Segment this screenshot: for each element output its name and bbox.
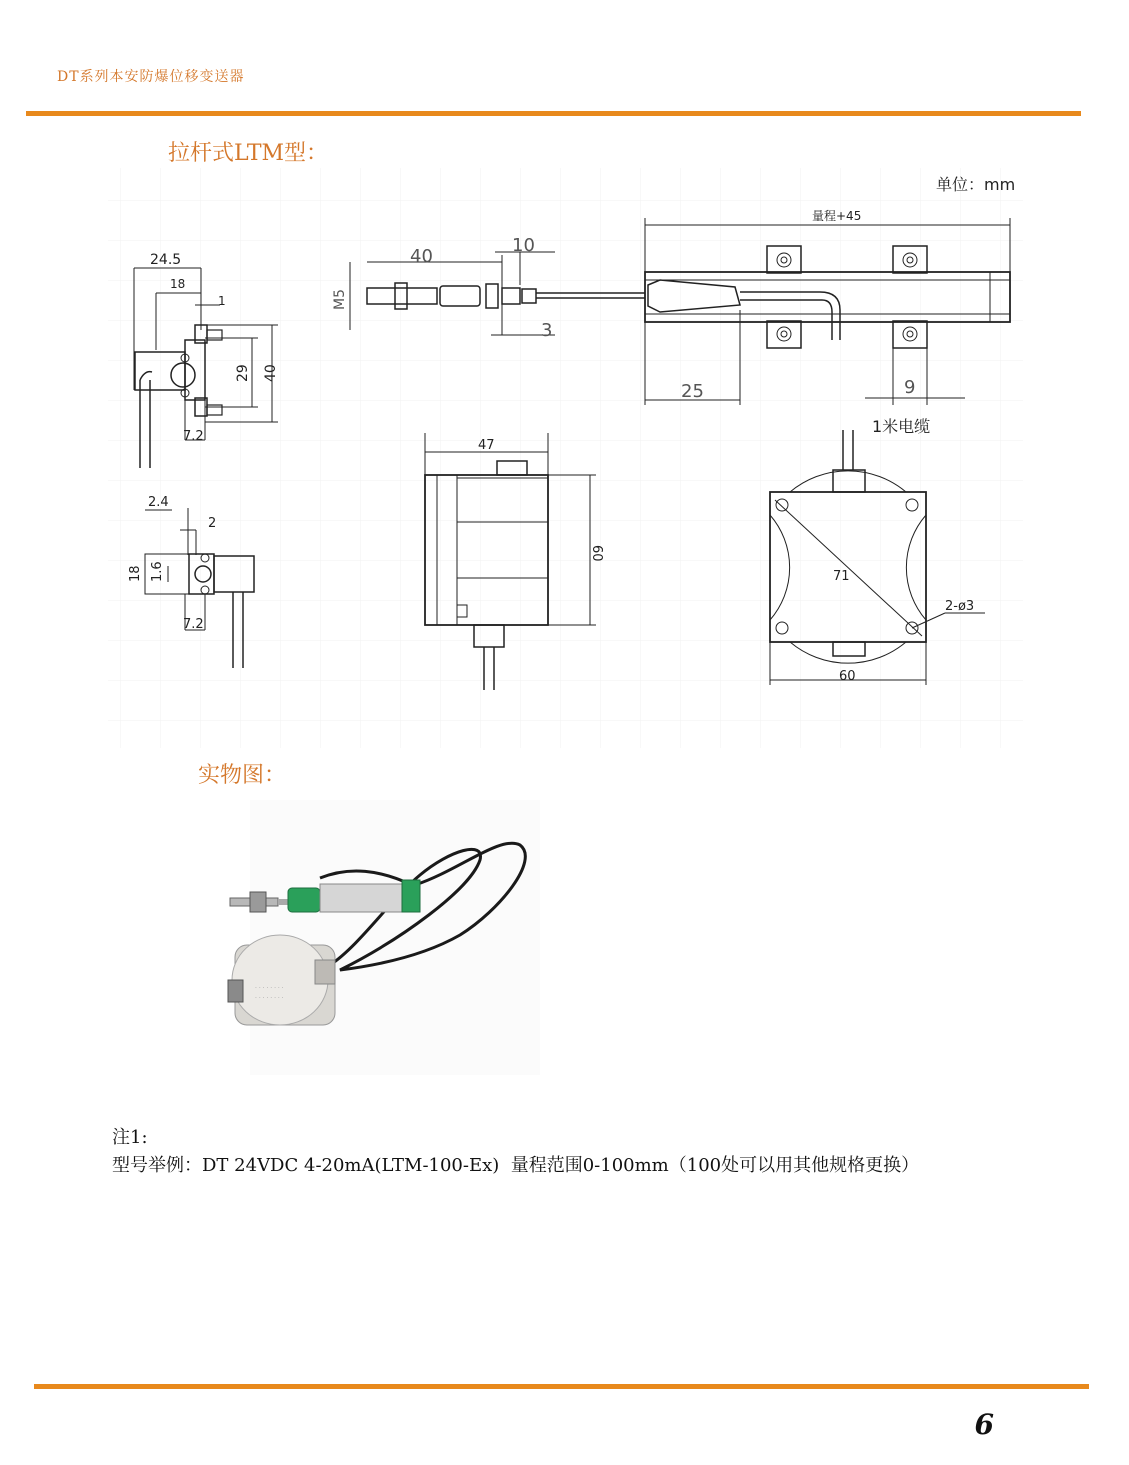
unit-label: 单位：mm (936, 175, 1016, 194)
cable-gland (228, 980, 243, 1002)
dim-label: M5 (332, 289, 348, 310)
drawing-section-title: 拉杆式LTM型： (168, 141, 329, 166)
note-label: 注1: (112, 1127, 148, 1148)
dim-label: 47 (478, 438, 495, 453)
dim-label: 18 (128, 565, 143, 582)
dim-label: 3 (541, 320, 553, 341)
product-photo (220, 800, 540, 1075)
header-title: DT系列本安防爆位移变送器 (57, 69, 245, 85)
range-label: 量程+45 (812, 209, 862, 223)
dim-label: 2-ø3 (945, 599, 975, 614)
dim-label: 1 (218, 294, 226, 308)
dim-label: 10 (512, 235, 535, 256)
dim-label: 1.6 (150, 561, 165, 582)
svg-text:· · · · · · · ·: · · · · · · · · (255, 985, 284, 992)
dim-label: 18 (170, 277, 186, 291)
dim-label: 7.2 (183, 617, 204, 632)
note-model-example: 型号举例：DT 24VDC 4-20mA(LTM-100-Ex) 量程范围0-100mm（100处可以用其他规格更换） (112, 1155, 920, 1176)
photo-section-title: 实物图： (198, 763, 287, 788)
page-number: 6 (974, 1408, 994, 1441)
dim-label: 60 (589, 545, 604, 562)
dim-label: 40 (263, 364, 279, 382)
drawing-background (108, 168, 1023, 748)
rod-nut (250, 892, 266, 912)
dim-label: 2 (208, 516, 217, 531)
sensor-green-end (402, 880, 420, 912)
dim-label: 40 (410, 246, 433, 267)
dim-label: 60 (839, 669, 856, 684)
dim-label: 29 (235, 364, 251, 382)
dim-label: 7.2 (183, 429, 204, 444)
footer-rule (34, 1384, 1089, 1389)
sensor-green-cap (288, 888, 320, 912)
cable-label: 1米电缆 (872, 417, 931, 436)
dim-label: 24.5 (150, 252, 182, 268)
sensor-body (320, 884, 415, 912)
dim-label: 2.4 (148, 495, 169, 510)
dim-label: 25 (681, 381, 704, 402)
dim-label: 71 (833, 569, 850, 584)
dim-label: 9 (904, 377, 916, 398)
svg-text:· · · · · · · ·: · · · · · · · · (255, 995, 284, 1002)
